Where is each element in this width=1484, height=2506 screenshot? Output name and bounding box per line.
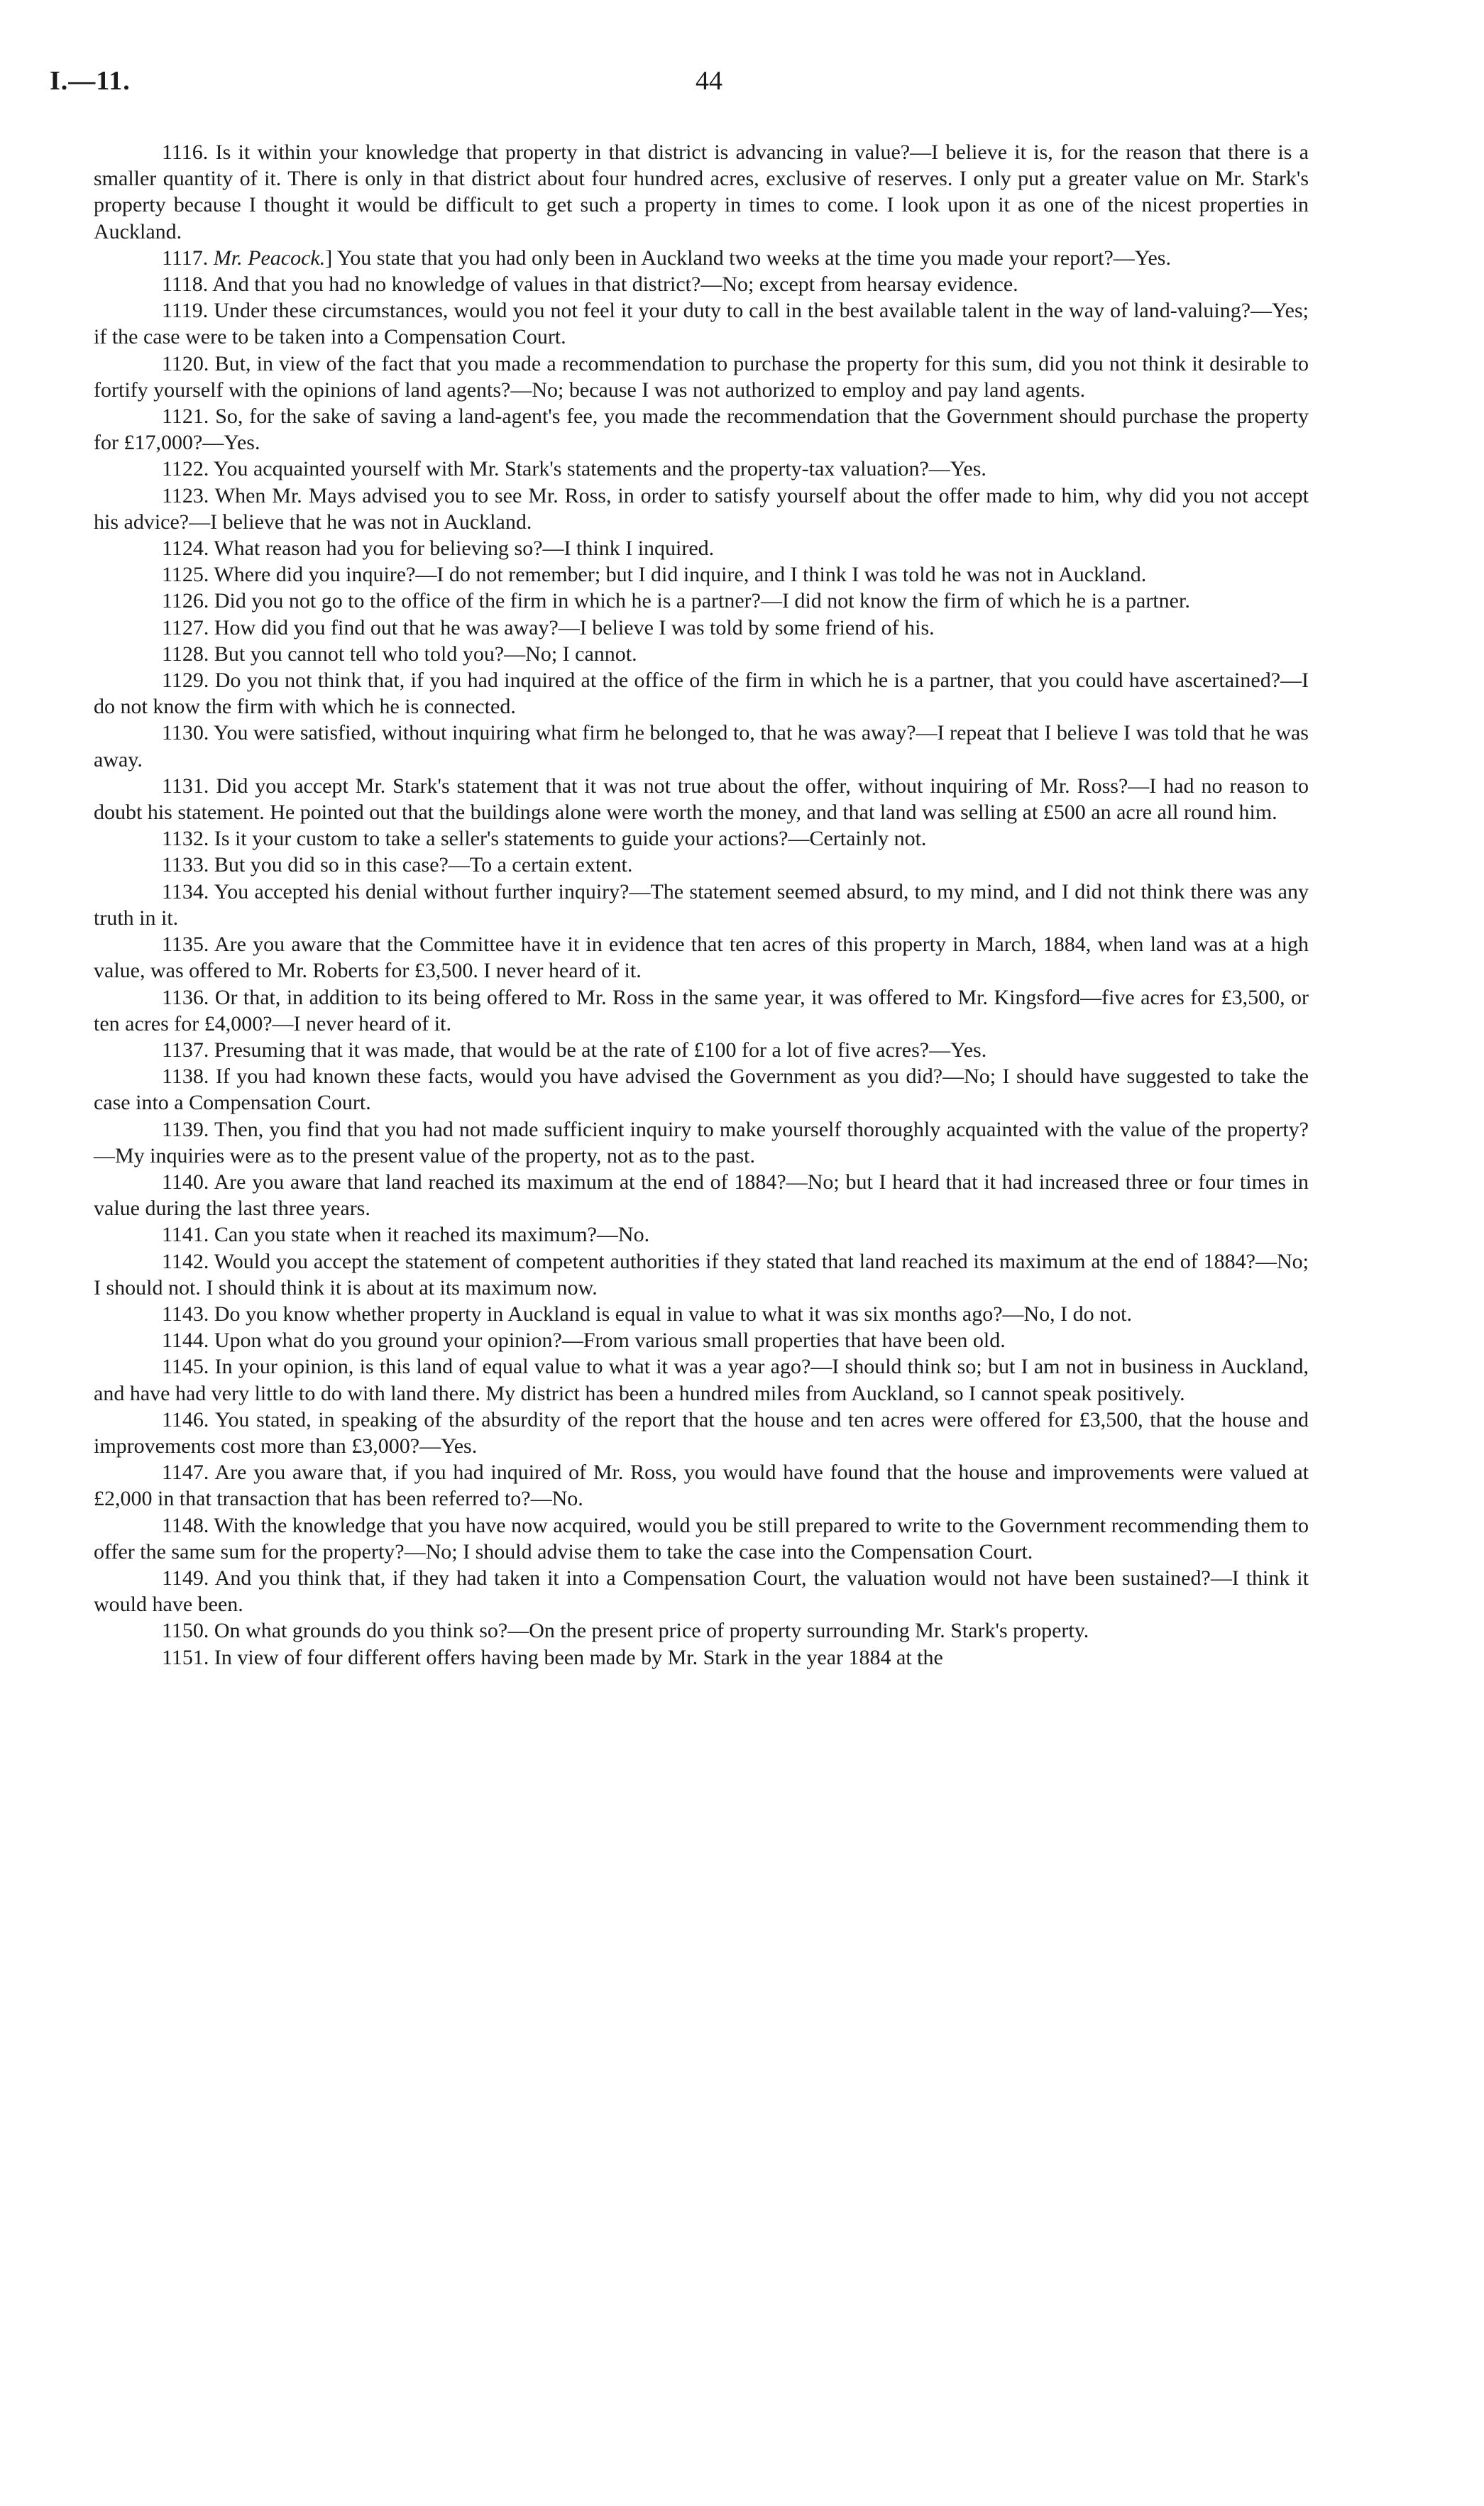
- evidence-paragraph: [94, 245, 1309, 271]
- question-number: 1134.: [162, 879, 209, 903]
- question-number: 1125.: [162, 563, 209, 587]
- question-number: 1147.: [162, 1461, 209, 1485]
- evidence-paragraph: [94, 1327, 1309, 1353]
- question-and-answer-text: Can you state when it reached its maximum?—No.: [214, 1223, 650, 1247]
- question-and-answer-text: Are you aware that land reached its maximum at the end of 1884?—No; but I heard that it had increased three or four times in value during the last three years.: [94, 1170, 1309, 1221]
- evidence-paragraph: [94, 403, 1309, 456]
- question-and-answer-text: But you cannot tell who told you?—No; I cannot.: [214, 642, 637, 666]
- question-and-answer-text: Is it your custom to take a seller's statements to guide your actions?—Certainly not.: [214, 827, 927, 851]
- evidence-paragraph: [94, 720, 1309, 772]
- evidence-paragraph: [94, 535, 1309, 561]
- question-and-answer-text: Would you accept the statement of competent authorities if they stated that land reached its maximum at the end of 1884?—No; I should not. I should think it is about at its maximum now.: [94, 1249, 1309, 1299]
- question-and-answer-text: ] You state that you had only been in Auckland two weeks at the time you made your report?—Yes.: [325, 246, 1171, 270]
- evidence-paragraph: [94, 667, 1309, 720]
- question-number: 1139.: [162, 1117, 209, 1141]
- evidence-paragraph: [94, 139, 1309, 245]
- evidence-paragraph: [94, 1169, 1309, 1221]
- question-number: 1151.: [162, 1645, 209, 1669]
- question-number: 1118.: [162, 273, 209, 297]
- question-and-answer-text: Do you know whether property in Auckland is equal in value to what it was six months ago?—No, I do not.: [214, 1302, 1133, 1326]
- evidence-paragraph: [94, 297, 1309, 350]
- evidence-paragraph: [94, 879, 1309, 931]
- evidence-paragraph: [94, 1221, 1309, 1248]
- question-and-answer-text: And you think that, if they had taken it into a Compensation Court, the valuation would not have been sustained?—I think it would have been.: [94, 1566, 1309, 1617]
- question-number: 1132.: [162, 827, 209, 851]
- evidence-paragraph: [94, 641, 1309, 667]
- evidence-paragraph: [94, 1353, 1309, 1406]
- question-number: 1126.: [162, 589, 209, 613]
- evidence-paragraph: [94, 825, 1309, 852]
- question-number: 1131.: [162, 774, 209, 798]
- question-and-answer-text: Are you aware that, if you had inquired of Mr. Ross, you would have found that the house and improvements were valued at £2,000 in that transaction that has been referred to?—No.: [94, 1461, 1309, 1511]
- question-and-answer-text: You were satisfied, without inquiring what firm he belonged to, that he was away?—I repeat that I believe I was told that he was away.: [94, 721, 1309, 771]
- question-and-answer-text: Presuming that it was made, that would be at the rate of £100 for a lot of five acres?—Yes.: [214, 1038, 987, 1062]
- question-and-answer-text: But you did so in this case?—To a certain extent.: [214, 853, 633, 877]
- question-number: 1127.: [162, 615, 209, 639]
- evidence-paragraph: [94, 1459, 1309, 1512]
- question-and-answer-text: In view of four different offers having been made by Mr. Stark in the year 1884 at the: [214, 1645, 943, 1669]
- question-number: 1144.: [162, 1329, 209, 1353]
- question-number: 1138.: [162, 1065, 209, 1089]
- evidence-paragraph: [94, 931, 1309, 984]
- question-and-answer-text: But, in view of the fact that you made a recommendation to purchase the property for this sum, did you not think it desirable to fortify yourself with the opinions of land agents?—No; because I was not authorized to employ and pay land agents.: [94, 351, 1309, 402]
- question-number: 1135.: [162, 933, 209, 957]
- question-number: 1146.: [162, 1407, 209, 1431]
- question-number: 1121.: [162, 405, 209, 429]
- question-number: 1116.: [162, 141, 209, 164]
- question-number: 1150.: [162, 1619, 209, 1643]
- evidence-paragraph: [94, 1512, 1309, 1565]
- question-and-answer-text: So, for the sake of saving a land-agent's fee, you made the recommendation that the Government should purchase the property for £17,000?—Yes.: [94, 405, 1309, 455]
- question-number: 1143.: [162, 1302, 209, 1326]
- evidence-paragraph: [94, 456, 1309, 482]
- question-and-answer-text: With the knowledge that you have now acquired, would you be still prepared to write to the Government recommending them to offer the same sum for the property?—No; I should advise them to take the case into the Compensation Court.: [94, 1513, 1309, 1563]
- question-number: 1124.: [162, 537, 209, 561]
- question-and-answer-text: Where did you inquire?—I do not remember; but I did inquire, and I think I was told he was not in Auckland.: [214, 563, 1147, 587]
- question-number: 1145.: [162, 1355, 209, 1379]
- evidence-paragraph: [94, 271, 1309, 297]
- question-and-answer-text: How did you find out that he was away?—I believe I was told by some friend of his.: [214, 615, 935, 639]
- question-and-answer-text: Or that, in addition to its being offered to Mr. Ross in the same year, it was offered to Mr. Kingsford—five acres for £3,500, or ten acres for £4,000?—I never heard of it.: [94, 985, 1309, 1035]
- evidence-paragraph: [94, 984, 1309, 1037]
- page-number: 44: [696, 66, 722, 96]
- evidence-paragraph: [94, 615, 1309, 641]
- speaker-name: Mr. Peacock.: [213, 246, 326, 270]
- question-number: 1117.: [162, 246, 209, 270]
- question-and-answer-text: You accepted his denial without further inquiry?—The statement seemed absurd, to my mind, and I did not think there was any truth in it.: [94, 879, 1309, 930]
- evidence-paragraph: [94, 1565, 1309, 1617]
- question-number: 1141.: [162, 1223, 209, 1247]
- question-and-answer-text: Did you not go to the office of the firm in which he is a partner?—I did not know the firm of which he is a partner.: [214, 589, 1190, 613]
- evidence-paragraph: [94, 1617, 1309, 1644]
- evidence-paragraph: [94, 1063, 1309, 1116]
- evidence-paragraph: [94, 483, 1309, 535]
- question-and-answer-text: Upon what do you ground your opinion?—From various small properties that have been old.: [214, 1329, 1006, 1353]
- question-and-answer-text: If you had known these facts, would you have advised the Government as you did?—No; I should have suggested to take the case into a Compensation Court.: [94, 1065, 1309, 1115]
- question-and-answer-text: Under these circumstances, would you not feel it your duty to call in the best available talent in the way of land-valuing?—Yes; if the case were to be taken into a Compensation Court.: [94, 299, 1309, 349]
- question-number: 1140.: [162, 1170, 209, 1194]
- evidence-paragraph: [94, 1116, 1309, 1169]
- document-reference: I.—11.: [50, 66, 131, 96]
- evidence-paragraph: [94, 852, 1309, 878]
- question-number: 1129.: [162, 669, 209, 693]
- question-number: 1133.: [162, 853, 209, 877]
- question-and-answer-text: Then, you find that you had not made sufficient inquiry to make yourself thoroughly acquainted with the value of the property?—My inquiries were as to the present value of the property, not as to the past.: [94, 1117, 1309, 1167]
- question-and-answer-text: Is it within your knowledge that property in that district is advancing in value?—I believe it is, for the reason that there is a smaller quantity of it. There is only in that district about four hundred acres, exclusive of reserves. I only put a greater value on Mr. Stark's property because I thought it would be difficult to get such a property in times to come. I look upon it as one of the nicest properties in Auckland.: [94, 141, 1309, 243]
- question-and-answer-text: What reason had you for believing so?—I think I inquired.: [214, 537, 715, 561]
- evidence-text: [94, 139, 1309, 1671]
- evidence-paragraph: [94, 351, 1309, 403]
- question-number: 1119.: [162, 299, 209, 323]
- evidence-paragraph: [94, 1037, 1309, 1063]
- question-number: 1137.: [162, 1038, 209, 1062]
- question-number: 1136.: [162, 985, 209, 1009]
- evidence-paragraph: [94, 1248, 1309, 1301]
- question-and-answer-text: You acquainted yourself with Mr. Stark's statements and the property-tax valuation?—Yes.: [213, 457, 986, 481]
- evidence-paragraph: [94, 588, 1309, 614]
- question-and-answer-text: Did you accept Mr. Stark's statement that it was not true about the offer, without inquiring of Mr. Ross?—I had no reason to doubt his statement. He pointed out that the buildings alone were worth the money, and that land was selling at £500 an acre all round him.: [94, 774, 1309, 825]
- question-number: 1120.: [162, 351, 209, 375]
- question-number: 1130.: [162, 721, 209, 745]
- evidence-paragraph: [94, 773, 1309, 825]
- evidence-paragraph: [94, 1644, 1309, 1671]
- question-and-answer-text: Do you not think that, if you had inquired at the office of the firm in which he is a partner, that you could have ascertained?—I do not know the firm with which he is connected.: [94, 669, 1309, 719]
- question-number: 1128.: [162, 642, 209, 666]
- question-number: 1142.: [162, 1249, 209, 1273]
- evidence-paragraph: [94, 1301, 1309, 1327]
- question-and-answer-text: In your opinion, is this land of equal value to what it was a year ago?—I should think so; but I am not in business in Auckland, and have had very little to do with land there. My district has been a hundred miles from Auckland, so I cannot speak positively.: [94, 1355, 1309, 1405]
- question-number: 1123.: [162, 483, 209, 507]
- question-and-answer-text: You stated, in speaking of the absurdity of the report that the house and ten acres were offered for £3,500, that the house and improvements cost more than £3,000?—Yes.: [94, 1407, 1309, 1458]
- question-number: 1148.: [162, 1513, 209, 1537]
- question-number: 1122.: [162, 457, 209, 481]
- question-and-answer-text: And that you had no knowledge of values in that district?—No; except from hearsay evidence.: [212, 273, 1018, 297]
- question-and-answer-text: Are you aware that the Committee have it in evidence that ten acres of this property in March, 1884, when land was at a high value, was offered to Mr. Roberts for £3,500. I never heard of it.: [94, 933, 1309, 983]
- question-number: 1149.: [162, 1566, 209, 1590]
- question-and-answer-text: When Mr. Mays advised you to see Mr. Ross, in order to satisfy yourself about the offer made to him, why did you not accept his advice?—I believe that he was not in Auckland.: [94, 483, 1309, 534]
- evidence-paragraph: [94, 561, 1309, 588]
- evidence-paragraph: [94, 1407, 1309, 1459]
- question-and-answer-text: On what grounds do you think so?—On the present price of property surrounding Mr. Stark's property.: [214, 1619, 1089, 1643]
- page-header: [50, 65, 1434, 108]
